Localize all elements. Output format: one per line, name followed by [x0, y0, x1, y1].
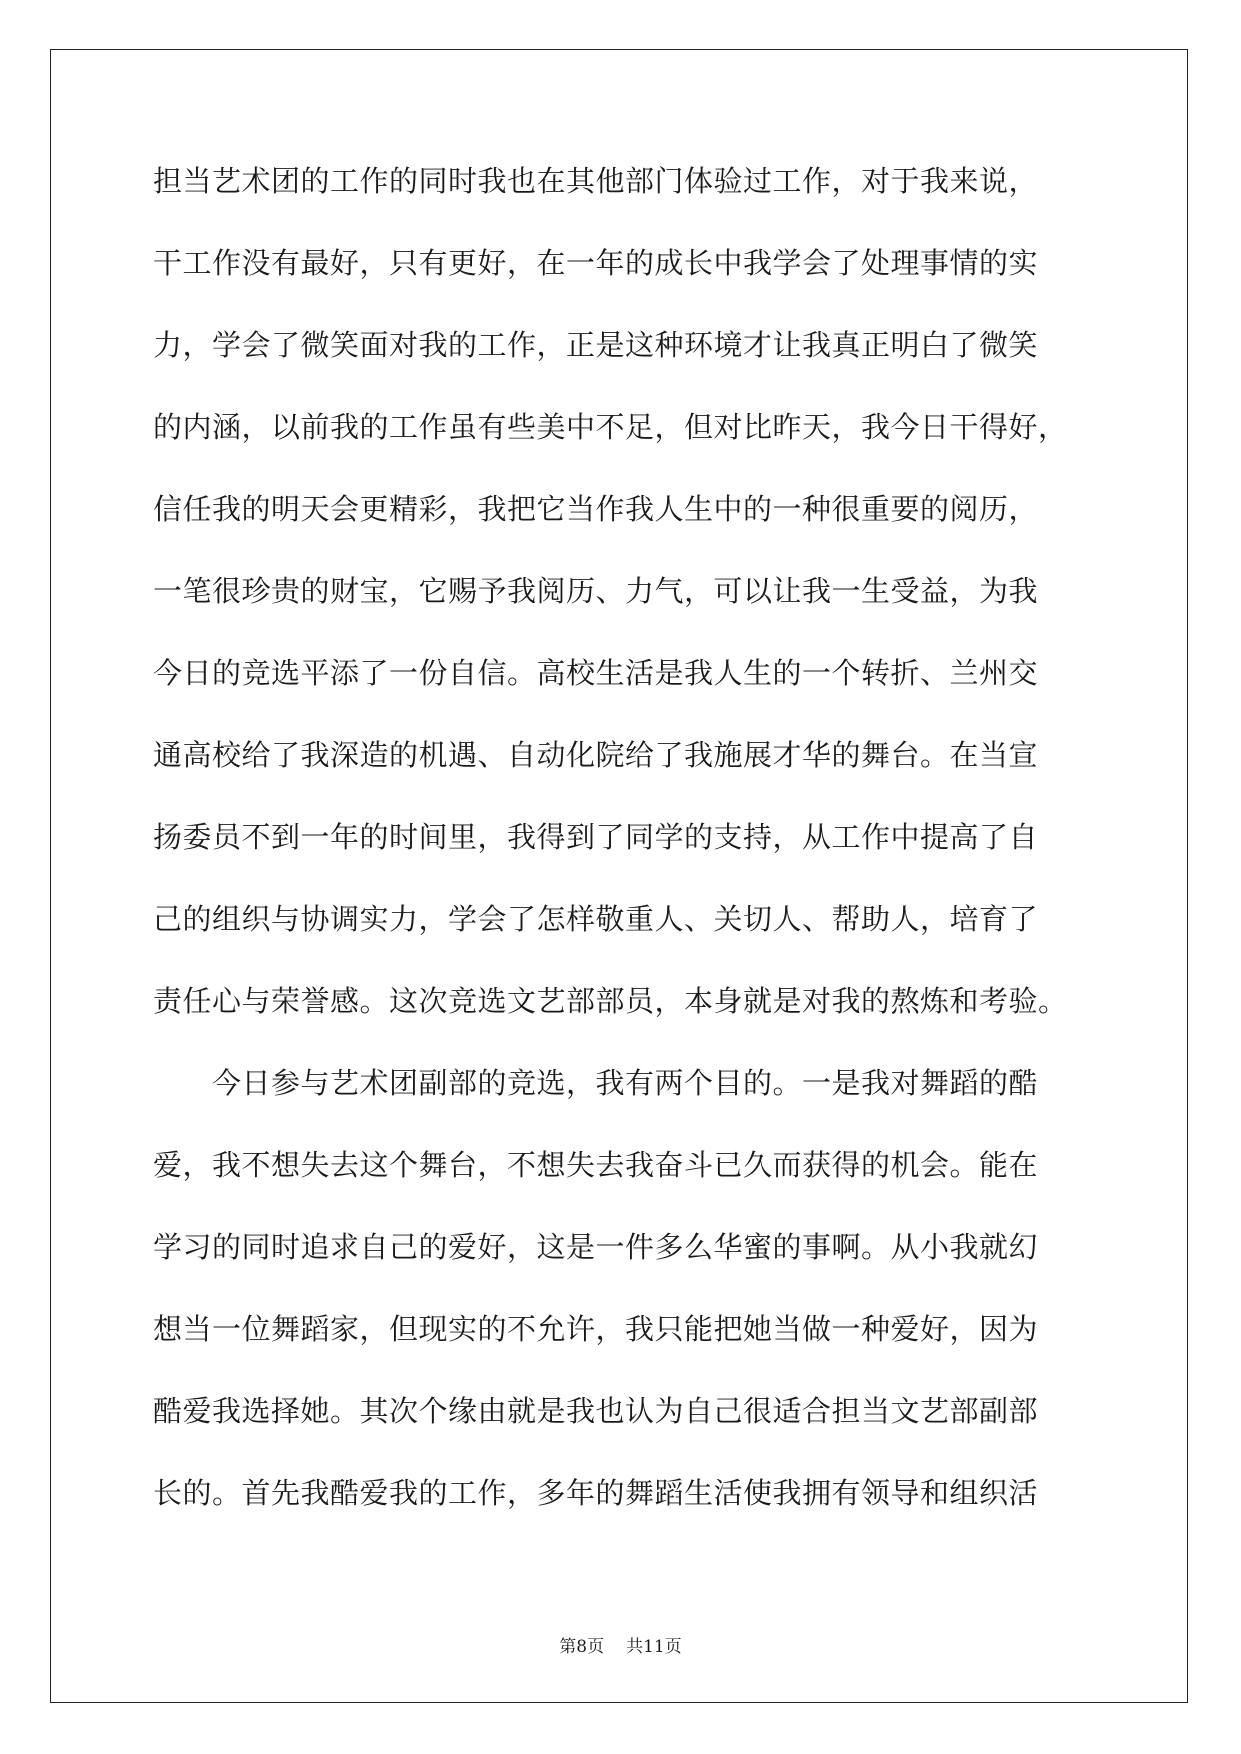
- text-line: 力，学会了微笑面对我的工作，正是这种环境才让我真正明白了微笑: [153, 328, 1039, 362]
- text-line: 长的。首先我酷爱我的工作，多年的舞蹈生活使我拥有领导和组织活: [153, 1476, 1039, 1510]
- text-line: 爱，我不想失去这个舞台，不想失去我奋斗已久而获得的机会。能在: [153, 1148, 1039, 1182]
- paragraph-start-line: 今日参与艺术团副部的竞选，我有两个目的。一是我对舞蹈的酷: [153, 1066, 1039, 1100]
- text-line: 己的组织与协调实力，学会了怎样敬重人、关切人、帮助人，培育了: [153, 902, 1039, 936]
- text-line: 的内涵，以前我的工作虽有些美中不足，但对比昨天，我今日干得好，: [153, 410, 1068, 444]
- text-line: 想当一位舞蹈家，但现实的不允许，我只能把她当做一种爱好，因为: [153, 1312, 1039, 1346]
- page-number-current: 第8页: [559, 1637, 605, 1657]
- text-line: 干工作没有最好，只有更好，在一年的成长中我学会了处理事情的实: [153, 246, 1039, 280]
- page-number-total: 共11页: [626, 1637, 682, 1657]
- text-line: 通高校给了我深造的机遇、自动化院给了我施展才华的舞台。在当宣: [153, 738, 1039, 772]
- text-line: 酷爱我选择她。其次个缘由就是我也认为自己很适合担当文艺部副部: [153, 1394, 1039, 1428]
- text-line: 一笔很珍贵的财宝，它赐予我阅历、力气，可以让我一生受益，为我: [153, 574, 1039, 608]
- document-body: [153, 162, 1093, 1556]
- text-line: 担当艺术团的工作的同时我也在其他部门体验过工作，对于我来说，: [153, 164, 1039, 198]
- text-line: 今日的竞选平添了一份自信。高校生活是我人生的一个转折、兰州交: [153, 656, 1039, 690]
- text-line: 学习的同时追求自己的爱好，这是一件多么华蜜的事啊。从小我就幻: [153, 1230, 1039, 1264]
- text-line: 信任我的明天会更精彩，我把它当作我人生中的一种很重要的阅历，: [153, 492, 1039, 526]
- text-line: 扬委员不到一年的时间里，我得到了同学的支持，从工作中提高了自: [153, 820, 1039, 854]
- text-line: 责任心与荣誉感。这次竞选文艺部部员，本身就是对我的熬炼和考验。: [153, 984, 1068, 1018]
- page-footer: [0, 1632, 1241, 1657]
